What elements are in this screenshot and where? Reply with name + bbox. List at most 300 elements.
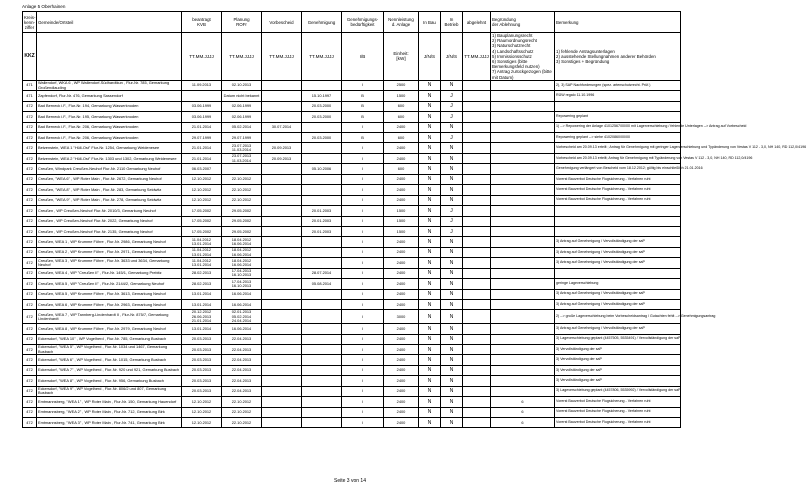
cell-bedurftigkeit: B (342, 133, 384, 143)
cell-beantragt: 12.10.2012 (182, 418, 222, 428)
cell-vorbescheid (262, 258, 302, 268)
cell-vorbescheid (262, 386, 302, 396)
unit-bedurftigkeit: I/B (342, 33, 384, 81)
cell-abgelehnt (463, 206, 491, 216)
cell-inbetrieb: N (441, 122, 463, 132)
cell-genehmigung (302, 80, 342, 90)
cell-begrundung (491, 112, 555, 122)
cell-beantragt: 12.10.2012 (182, 397, 222, 407)
table-row (23, 279, 681, 289)
cell-begrundung: 6 (491, 418, 555, 428)
cell-begrundung (491, 365, 555, 375)
cell-genehmigung: 05.08.2014 (302, 279, 342, 289)
cell-abgelehnt (463, 355, 491, 365)
cell-bemerkung: 3) Antrag auf Genehmigung / Vervollständigung der saP (555, 258, 681, 268)
cell-vorbescheid (262, 334, 302, 344)
cell-inbetrieb: N (441, 258, 463, 268)
table-row (23, 101, 681, 111)
cell-nennleistung: 2400 (384, 143, 419, 153)
cell-gemeinde: Betzenstein, WEA 1 "Hüll-Ost" Flur-Nr. 1254, Gemarkung Weidenesee (37, 143, 182, 153)
cell-inbau: N (419, 226, 441, 236)
cell-nennleistung: 2400 (384, 237, 419, 247)
cell-vorbescheid (262, 185, 302, 195)
cell-inbetrieb: N (441, 80, 463, 90)
cell-inbetrieb: J (441, 91, 463, 101)
cell-kkz: 472 (23, 164, 37, 174)
cell-bedurftigkeit: B (342, 91, 384, 101)
cell-bemerkung: 3) Lageverschiebung geplant (4457806, 5535992) / Vervollständigung der saP (555, 386, 681, 396)
cell-nennleistung: 600 (384, 164, 419, 174)
cell-gemeinde: Creußen , WP Creußen-Neuhof Flur-Nr. 2010/3, Gemarkung Neuhof (37, 206, 182, 216)
cell-vorbescheid (262, 376, 302, 386)
cell-vorbescheid (262, 289, 302, 299)
cell-inbau: N (419, 324, 441, 334)
cell-inbetrieb: N (441, 174, 463, 184)
cell-bedurftigkeit: I (342, 418, 384, 428)
cell-begrundung (491, 355, 555, 365)
header-genehmigung: Genehmigung (302, 12, 342, 33)
cell-begrundung (491, 279, 555, 289)
cell-inbetrieb: N (441, 164, 463, 174)
cell-vorbescheid (262, 206, 302, 216)
table-row (23, 185, 681, 195)
cell-inbau: N (419, 355, 441, 365)
cell-bedurftigkeit: I (342, 164, 384, 174)
cell-inbetrieb: J (441, 226, 463, 236)
cell-begrundung (491, 258, 555, 268)
cell-inbetrieb: N (441, 300, 463, 310)
cell-inbau: N (419, 143, 441, 153)
cell-abgelehnt (463, 195, 491, 205)
cell-kkz: 472 (23, 143, 37, 153)
cell-gemeinde: Bad Berneck i.F., Flur-Nr. 206, Gemarkung Wasserknoden (37, 122, 182, 132)
cell-vorbescheid: 30.07.2014 (262, 122, 302, 132)
table-row (23, 80, 681, 90)
cell-nennleistung: 1500 (384, 206, 419, 216)
cell-planung: 22.10.2012 (222, 397, 262, 407)
cell-beantragt: 13.01.2014 (182, 300, 222, 310)
cell-begrundung (491, 237, 555, 247)
cell-inbetrieb: N (441, 143, 463, 153)
cell-gemeinde: Creußen , WP Creußen-Neuhof Flur-Nr. 2135, Gemarkung Neuhof (37, 226, 182, 236)
cell-gemeinde: Eckersdorf, "WEA 7" , WP Vogelherd , Flur-Nr. 920 und 921, Gemarkung Busbach (37, 365, 182, 375)
cell-nennleistung: 2400 (384, 279, 419, 289)
cell-abgelehnt (463, 268, 491, 278)
cell-inbau: N (419, 195, 441, 205)
cell-kkz: 472 (23, 376, 37, 386)
table-row (23, 344, 681, 354)
cell-planung: 22.04.2013 (222, 344, 262, 354)
cell-gemeinde: Eckersdorf, "WEA 6" , WP Vogelherd , Flur-Nr. 1015, Gemarkung Busbach (37, 355, 182, 365)
cell-gemeinde: Betzenstein, WEA 2 "Hüll-Ost" Flur-Nr. 1303 und 1302, Gemarkung Weidenesee (37, 153, 182, 163)
cell-genehmigung (302, 310, 342, 324)
unit-beantragt: TT.MM.JJJJ (182, 33, 222, 81)
cell-abgelehnt (463, 237, 491, 247)
table-row (23, 397, 681, 407)
header-row (23, 12, 681, 33)
cell-beantragt: 20.03.2013 (182, 355, 222, 365)
cell-genehmigung (302, 407, 342, 417)
cell-inbau: N (419, 289, 441, 299)
cell-planung: 18.04.2012 16.06.2014 (222, 258, 262, 268)
cell-planung: 17.04.2013 16.10.2013 (222, 279, 262, 289)
header-gemeinde: Gemeinde/Ortsteil (37, 12, 182, 33)
table-row (23, 258, 681, 268)
table-row (23, 195, 681, 205)
cell-gemeinde: Creußen, WEA 5 , WP "Creußen II" , Flur-Nr. 2144/2, Gemarkung Neuhof (37, 279, 182, 289)
cell-inbau: N (419, 80, 441, 90)
cell-kkz: 472 (23, 112, 37, 122)
cell-gemeinde: Creußen, "WEA 6" , WP Roter Main , Flur-Nr. 2672, Gemarkung Neuhof (37, 174, 182, 184)
cell-inbau: N (419, 279, 441, 289)
cell-bemerkung: 2) --> große Lageverschiebung beim Vorbescheidsantrag / Gutachten fehlt --> Genehmigungsantrag (555, 310, 681, 324)
cell-abgelehnt (463, 226, 491, 236)
unit-abgelehnt: TT.MM.JJJJ (463, 33, 491, 81)
table-row (23, 268, 681, 278)
cell-abgelehnt (463, 386, 491, 396)
cell-kkz: 472 (23, 386, 37, 396)
table-row (23, 310, 681, 324)
cell-gemeinde: Eckersdorf, "WEA 9" , WP Vogelherd , Flur-Nr. 806/2 und 807, Gemarkung Busbach (37, 386, 182, 396)
cell-vorbescheid (262, 101, 302, 111)
table-row (23, 143, 681, 153)
cell-beantragt: 13.01.2014 (182, 324, 222, 334)
cell-inbau: N (419, 216, 441, 226)
cell-bedurftigkeit: I (342, 122, 384, 132)
cell-inbetrieb: N (441, 365, 463, 375)
cell-genehmigung (302, 258, 342, 268)
cell-bemerkung: 3) Antrag auf Genehmigung / Vervollständigung der saP (555, 300, 681, 310)
cell-kkz: 472 (23, 101, 37, 111)
cell-genehmigung (302, 418, 342, 428)
cell-bemerkung: 3) Vervollständigung der saP (555, 365, 681, 375)
header-kkz: Kreis- kenn- ziffer (23, 12, 37, 33)
cell-bemerkung: RÜW regalo 11.10.1996 (555, 91, 681, 101)
cell-abgelehnt (463, 143, 491, 153)
header-begrundung: Begründung der Ablehnung (491, 12, 555, 33)
cell-inbau: N (419, 376, 441, 386)
cell-planung: 02.10.2013 (222, 80, 262, 90)
cell-begrundung (491, 226, 555, 236)
cell-bemerkung: Vorerst Bauverbot Deutsche Flugsicherung - Verfahren ruht (555, 418, 681, 428)
cell-nennleistung: 2400 (384, 174, 419, 184)
table-row (23, 122, 681, 132)
cell-planung: 16.06.2014 (222, 300, 262, 310)
cell-planung: 22.04.2013 (222, 365, 262, 375)
cell-inbau: N (419, 122, 441, 132)
cell-kkz: 471 (23, 80, 37, 90)
cell-abgelehnt (463, 279, 491, 289)
cell-vorbescheid (262, 268, 302, 278)
cell-genehmigung (302, 122, 342, 132)
cell-begrundung (491, 185, 555, 195)
cell-inbau: N (419, 237, 441, 247)
cell-nennleistung: 2400 (384, 397, 419, 407)
cell-bemerkung: Vorerst Bauverbot Deutsche Flugsicherung - Verfahren ruht (555, 185, 681, 195)
cell-bedurftigkeit: I (342, 143, 384, 153)
cell-bedurftigkeit: I (342, 407, 384, 417)
cell-nennleistung: 2400 (384, 418, 419, 428)
table-row (23, 237, 681, 247)
cell-genehmigung: 15.10.1997 (302, 91, 342, 101)
cell-bedurftigkeit: I (342, 153, 384, 163)
units-row (23, 33, 681, 81)
cell-nennleistung: 3000 (384, 310, 419, 324)
cell-begrundung (491, 153, 555, 163)
cell-kkz: 472 (23, 355, 37, 365)
cell-kkz: 472 (23, 247, 37, 257)
cell-inbetrieb: J (441, 216, 463, 226)
cell-planung: Datum nicht bekannt (222, 91, 262, 101)
table-row (23, 376, 681, 386)
unit-gemeinde (37, 33, 182, 81)
cell-bedurftigkeit: I (342, 310, 384, 324)
cell-vorbescheid (262, 355, 302, 365)
cell-abgelehnt (463, 334, 491, 344)
cell-gemeinde: Creußen, WEA 4 , WP "Creußen II" , Flur-Nr. 145/1, Gemarkung Prebitz (37, 268, 182, 278)
cell-planung: 23.07.2013 11.03.2014 (222, 153, 262, 163)
cell-genehmigung: 20.03.2000 (302, 101, 342, 111)
cell-nennleistung: 600 (384, 133, 419, 143)
cell-beantragt: 12.10.2012 (182, 195, 222, 205)
cell-beantragt: 12.10.2012 (182, 185, 222, 195)
cell-nennleistung: 2400 (384, 407, 419, 417)
cell-bemerkung: Repowering geplant (555, 112, 681, 122)
cell-gemeinde: Emtmannsberg, "WEA 2" , WP Roter Main , Flur-Nr. 712, Gemarkung Birk (37, 407, 182, 417)
cell-genehmigung (302, 143, 342, 153)
cell-inbau: N (419, 407, 441, 417)
cell-begrundung (491, 195, 555, 205)
cell-begrundung (491, 206, 555, 216)
cell-planung: 29.05.2002 (222, 216, 262, 226)
cell-abgelehnt (463, 174, 491, 184)
cell-begrundung (491, 101, 555, 111)
cell-abgelehnt (463, 407, 491, 417)
cell-beantragt: 03.06.1999 (182, 101, 222, 111)
unit-bemerkung: 1) fehlende Antragsunterlagen 2) ausstehende Stellungnahmen anderer Behörden 3) Sonstiges + Begründung (555, 33, 681, 81)
cell-nennleistung: 2400 (384, 268, 419, 278)
cell-genehmigung: 20.03.2000 (302, 133, 342, 143)
cell-genehmigung (302, 300, 342, 310)
cell-inbetrieb: N (441, 247, 463, 257)
cell-genehmigung (302, 237, 342, 247)
cell-genehmigung (302, 344, 342, 354)
cell-begrundung (491, 376, 555, 386)
cell-abgelehnt (463, 324, 491, 334)
header-abgelehnt: abgelehnt (463, 12, 491, 33)
cell-kkz: 472 (23, 174, 37, 184)
table-row (23, 386, 681, 396)
cell-planung: 22.10.2012 (222, 195, 262, 205)
cell-planung: 18.04.2012 16.06.2014 (222, 247, 262, 257)
cell-beantragt: 20.03.2013 (182, 376, 222, 386)
cell-bemerkung: geringe Lageverschiebung (555, 279, 681, 289)
cell-nennleistung: 2400 (384, 324, 419, 334)
cell-inbetrieb: N (441, 195, 463, 205)
cell-planung: 22.10.2012 (222, 174, 262, 184)
cell-kkz: 472 (23, 153, 37, 163)
page-footer: Seite 3 von 14 (334, 478, 366, 484)
cell-inbau: N (419, 112, 441, 122)
cell-gemeinde: Creußen, WEA 5 , WP Krumme Föhre , Flur-Nr. 3613, Gemarkung Neuhof (37, 289, 182, 299)
cell-bemerkung (555, 216, 681, 226)
cell-vorbescheid (262, 365, 302, 375)
cell-bemerkung: 3) Vervollständigung der saP (555, 355, 681, 365)
cell-abgelehnt (463, 112, 491, 122)
cell-gemeinde: Creußen, WEA 1 , WP Krumme Föhre , Flur-Nr. 2986, Gemarkung Neuhof (37, 237, 182, 247)
table-row (23, 133, 681, 143)
cell-bedurftigkeit: I (342, 185, 384, 195)
cell-begrundung (491, 268, 555, 278)
cell-beantragt: 20.03.2013 (182, 386, 222, 396)
cell-kkz: 472 (23, 365, 37, 375)
cell-planung: 22.04.2013 (222, 376, 262, 386)
cell-planung: 29.07.1999 (222, 133, 262, 143)
unit-begrundung: 1) Bauplanungsrecht 2) Raumordnungsrecht 3) Naturschutzrecht 4) Landschaftsschutz 5) Immissionsschutz 6) Sonstiges (bitte Bemerkungsfeld nutzen) 7) Antrag zurückgezogen (bitte mit Datum) (491, 33, 555, 81)
cell-gemeinde: Creußen, Windpark Creußen-Neuhof Flur-Nr. 2110 Gemarkung Neuhof (37, 164, 182, 174)
header-bedurftigkeit: Genehmigungs- bedürftigkeit (342, 12, 384, 33)
cell-inbetrieb: N (441, 376, 463, 386)
cell-planung: 18.04.2012 16.06.2014 (222, 237, 262, 247)
cell-gemeinde: Creußen, WEA 6 , WP Krumme Föhre , Flur-Nr. 2963, Gemarkung Neuhof (37, 300, 182, 310)
cell-kkz: 471 (23, 91, 37, 101)
cell-nennleistung: 2400 (384, 300, 419, 310)
table-row (23, 91, 681, 101)
cell-bemerkung: 1) --> Repowering der Anlage 41012567/00/00 mit Lagerverschiebung / fehlende Unterlagen --> Antrag auf Vorbescheid (555, 122, 681, 132)
cell-beantragt: 29.07.1999 (182, 133, 222, 143)
cell-beantragt: 17.05.2002 (182, 216, 222, 226)
cell-bemerkung: Genehmigung verlängert von Bescheid vom 18.12.2012; gültig bis einschließlich 21.01.2016 (555, 164, 681, 174)
cell-gemeinde: Creußen, WEA 8 , WP Krumme Föhre , Flur-Nr. 2979, Gemarkung Neuhof (37, 324, 182, 334)
cell-bemerkung: Vorerst Bauverbot Deutsche Flugsicherung - Verfahren ruht (555, 407, 681, 417)
cell-genehmigung (302, 174, 342, 184)
cell-planung: 23.07.2013 11.03.2014 (222, 143, 262, 153)
cell-abgelehnt (463, 185, 491, 195)
cell-nennleistung: 2400 (384, 334, 419, 344)
cell-nennleistung: 1500 (384, 216, 419, 226)
cell-vorbescheid (262, 216, 302, 226)
cell-begrundung (491, 91, 555, 101)
cell-bedurftigkeit: B (342, 101, 384, 111)
cell-planung: 02.01.2013 05.02.2014 24.04.2014 (222, 310, 262, 324)
cell-nennleistung: 1500 (384, 226, 419, 236)
cell-bedurftigkeit: I (342, 80, 384, 90)
cell-vorbescheid (262, 164, 302, 174)
cell-nennleistung: 2400 (384, 355, 419, 365)
cell-genehmigung: 20.03.2000 (302, 112, 342, 122)
cell-vorbescheid (262, 324, 302, 334)
cell-inbetrieb: N (441, 268, 463, 278)
cell-kkz: 472 (23, 216, 37, 226)
cell-kkz: 472 (23, 289, 37, 299)
cell-planung: 29.05.2002 (222, 226, 262, 236)
sheet-tab-label: Anlage 5 Oberhainen (22, 4, 66, 9)
cell-beantragt: 28.02.2013 (182, 268, 222, 278)
cell-begrundung (491, 216, 555, 226)
cell-bedurftigkeit: I (342, 268, 384, 278)
cell-bedurftigkeit: I (342, 258, 384, 268)
cell-gemeinde: Emtmannsberg, "WEA 3" , WP Roter Main , Flur-Nr. 741, Gemarkung Birk (37, 418, 182, 428)
cell-vorbescheid (262, 133, 302, 143)
table-row (23, 247, 681, 257)
cell-planung: 22.10.2012 (222, 185, 262, 195)
cell-inbetrieb: N (441, 334, 463, 344)
unit-nennleistung: Einheit: [kW] (384, 33, 419, 81)
cell-beantragt: 13.01.2014 (182, 289, 222, 299)
cell-kkz: 472 (23, 185, 37, 195)
cell-vorbescheid (262, 195, 302, 205)
cell-begrundung: 6 (491, 407, 555, 417)
cell-nennleistung: 2400 (384, 289, 419, 299)
cell-kkz: 472 (23, 133, 37, 143)
cell-inbau: N (419, 397, 441, 407)
cell-inbau: N (419, 164, 441, 174)
cell-gemeinde: Creußen, WEA 7 , WP Tannberg-Lindenhardt II , Flur-Nr. 875/7, Gemarkung Lindenhardt (37, 310, 182, 324)
cell-genehmigung (302, 397, 342, 407)
cell-beantragt: 20.03.2013 (182, 344, 222, 354)
header-beantragt: beantragt KVB (182, 12, 222, 33)
table-row (23, 164, 681, 174)
cell-gemeinde: Emtmannsberg, "WEA 1" , WP Roter Main , Flur-Nr. 150, Gemarkung Hauendorf (37, 397, 182, 407)
cell-bedurftigkeit: I (342, 174, 384, 184)
windpower-table (22, 11, 806, 428)
cell-gemeinde: Eckersdorf, "WEA 8" , WP Vogelherd , Flur-Nr. 956, Gemarkung Busbach (37, 376, 182, 386)
cell-genehmigung: 05.10.2006 (302, 164, 342, 174)
cell-planung: 17.04.2013 16.10.2013 (222, 268, 262, 278)
cell-kkz: 472 (23, 226, 37, 236)
cell-vorbescheid: 20.09.2013 (262, 143, 302, 153)
table-row (23, 112, 681, 122)
cell-inbetrieb: N (441, 355, 463, 365)
cell-beantragt (182, 91, 222, 101)
cell-gemeinde: Bad Berneck i.F., Flur-Nr. 194, Gemarkung Wasserknoden (37, 101, 182, 111)
cell-bemerkung (555, 226, 681, 236)
cell-inbetrieb: J (441, 133, 463, 143)
cell-beantragt: 20.12.2012 26.06.2013 21.01.2014 (182, 310, 222, 324)
cell-genehmigung (302, 324, 342, 334)
cell-inbetrieb: N (441, 185, 463, 195)
cell-inbetrieb: N (441, 407, 463, 417)
cell-begrundung (491, 344, 555, 354)
cell-genehmigung (302, 365, 342, 375)
cell-nennleistung: 600 (384, 112, 419, 122)
cell-gemeinde: Bad Berneck i.F., Flur-Nr. 206, Gemarkung Wasserknoden (37, 133, 182, 143)
cell-genehmigung (302, 153, 342, 163)
cell-vorbescheid (262, 91, 302, 101)
cell-beantragt: 21.01.2014 (182, 122, 222, 132)
cell-abgelehnt (463, 365, 491, 375)
cell-genehmigung (302, 185, 342, 195)
cell-abgelehnt (463, 91, 491, 101)
cell-bedurftigkeit: I (342, 237, 384, 247)
cell-vorbescheid (262, 397, 302, 407)
cell-bedurftigkeit: I (342, 226, 384, 236)
cell-planung: 22.04.2013 (222, 334, 262, 344)
cell-inbau: N (419, 365, 441, 375)
cell-inbau: N (419, 153, 441, 163)
cell-abgelehnt (463, 122, 491, 132)
cell-beantragt: 28.02.2013 (182, 279, 222, 289)
cell-abgelehnt (463, 344, 491, 354)
cell-vorbescheid (262, 344, 302, 354)
cell-genehmigung: 20.01.2003 (302, 206, 342, 216)
cell-inbau: N (419, 334, 441, 344)
cell-begrundung (491, 324, 555, 334)
cell-beantragt: 21.01.2014 (182, 143, 222, 153)
cell-abgelehnt (463, 216, 491, 226)
cell-planung: 16.06.2014 (222, 324, 262, 334)
cell-gemeinde: Eckersdorf, "WEA 5" , WP Vogelherd , Flur-Nr. 1034 und 1467, Gemarkung Busbach (37, 344, 182, 354)
